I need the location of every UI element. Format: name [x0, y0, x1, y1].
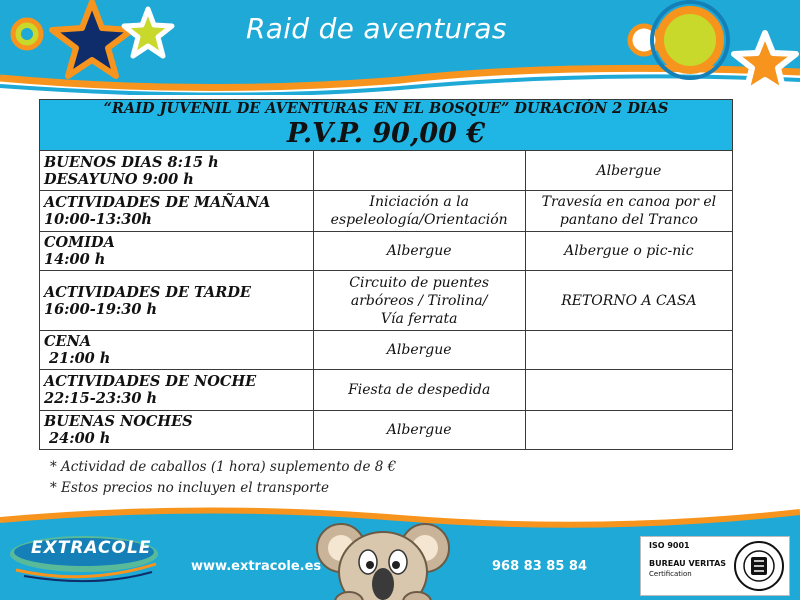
- header-band: [0, 0, 800, 95]
- day1-text: espeleología/Orientación: [330, 212, 508, 228]
- row-time-line: 22:15-23:30 h: [44, 390, 158, 407]
- day2-cell: [525, 191, 732, 232]
- certification-badge: [640, 536, 790, 596]
- row-time-line: 21:00 h: [44, 350, 111, 367]
- time-label-cell: [40, 370, 314, 411]
- footer-band: [0, 500, 800, 600]
- iso-code: ISO 9001: [649, 541, 690, 550]
- time-label-cell: [40, 232, 314, 271]
- day1-text: Iniciación a la: [369, 194, 469, 210]
- row-time-line: 10:00-13:30h: [44, 211, 152, 228]
- row-time-line: DESAYUNO 9:00 h: [44, 170, 194, 188]
- day1-cell: [313, 411, 525, 450]
- day1-text: Albergue: [386, 342, 452, 358]
- row-time-line: 16:00-19:30 h: [44, 300, 158, 318]
- page-title: Raid de aventuras: [246, 12, 507, 45]
- price-label: P.V.P. 90,00 €: [286, 118, 486, 149]
- day1-cell: [313, 151, 525, 191]
- schedule-table-container: [39, 99, 733, 450]
- time-label-cell: [40, 151, 314, 191]
- day2-cell: [525, 151, 732, 191]
- day1-text: Vía ferrata: [380, 310, 458, 327]
- ring-icon: [7, 14, 47, 54]
- day2-text: Albergue: [596, 162, 662, 179]
- certifier-name: BUREAU VERITAS: [649, 559, 727, 568]
- time-label-cell: [40, 271, 314, 331]
- website-link[interactable]: www.extracole.es: [191, 559, 322, 574]
- table-row: [40, 151, 733, 191]
- program-title: “RAID JUVENIL DE AVENTURAS EN EL BOSQUE” DURACIÓN 2 DIAS: [103, 100, 669, 117]
- footnotes: [50, 457, 396, 499]
- row-label-line: CENA: [44, 333, 92, 350]
- day2-text: Albergue o pic-nic: [564, 243, 694, 259]
- time-label-cell: [40, 191, 314, 232]
- table-row: [40, 370, 733, 411]
- day1-cell: [313, 232, 525, 271]
- day1-cell: [313, 370, 525, 411]
- footnote-transport: * Estos precios no incluyen el transporte: [50, 480, 329, 496]
- table-row: [40, 271, 733, 331]
- time-label-cell: [40, 331, 314, 370]
- phone-number[interactable]: 968 83 85 84: [492, 559, 587, 574]
- row-label-line: ACTIVIDADES DE NOCHE: [44, 373, 257, 390]
- bureau-veritas-seal-icon: [733, 540, 785, 592]
- table-row: [40, 331, 733, 370]
- certification-label: Certification: [649, 570, 692, 578]
- day1-text: Fiesta de despedida: [348, 382, 491, 398]
- day1-text: Albergue: [386, 422, 452, 438]
- day1-cell: [313, 331, 525, 370]
- row-label-line: BUENOS DIAS 8:15 h: [44, 153, 219, 171]
- day2-text: RETORNO A CASA: [561, 292, 697, 309]
- day2-cell: [525, 370, 732, 411]
- footnote-horse-riding: * Actividad de caballos (1 hora) suplemento de 8 €: [50, 459, 397, 475]
- extracole-logo: EXTRACOLE: [31, 538, 152, 558]
- day2-cell: [525, 271, 732, 331]
- day2-text: pantano del Tranco: [559, 212, 698, 228]
- day1-text: Albergue: [386, 243, 452, 259]
- row-time-line: 24:00 h: [44, 430, 111, 447]
- table-header-row: [40, 100, 733, 151]
- table-header-cell: [40, 100, 733, 151]
- table-row: [40, 191, 733, 232]
- day2-cell: [525, 331, 732, 370]
- day2-text: Travesía en canoa por el: [541, 194, 717, 210]
- day2-cell: [525, 411, 732, 450]
- time-label-cell: [40, 411, 314, 450]
- day2-cell: [525, 232, 732, 271]
- row-label-line: ACTIVIDADES DE TARDE: [44, 283, 251, 301]
- table-row: [40, 232, 733, 271]
- star-icon: [120, 6, 176, 62]
- row-label-line: BUENAS NOCHES: [44, 413, 193, 430]
- koala-mascot-icon: [313, 510, 453, 600]
- star-icon: [730, 30, 800, 95]
- day1-cell: [313, 191, 525, 232]
- day1-text: arbóreos / Tirolina/: [350, 292, 488, 309]
- row-label-line: ACTIVIDADES DE MAÑANA: [44, 194, 271, 211]
- schedule-table: [39, 99, 733, 450]
- row-label-line: COMIDA: [44, 234, 115, 251]
- row-time-line: 14:00 h: [44, 251, 106, 268]
- day1-text: Circuito de puentes: [349, 274, 490, 291]
- day1-cell: [313, 271, 525, 331]
- table-row: [40, 411, 733, 450]
